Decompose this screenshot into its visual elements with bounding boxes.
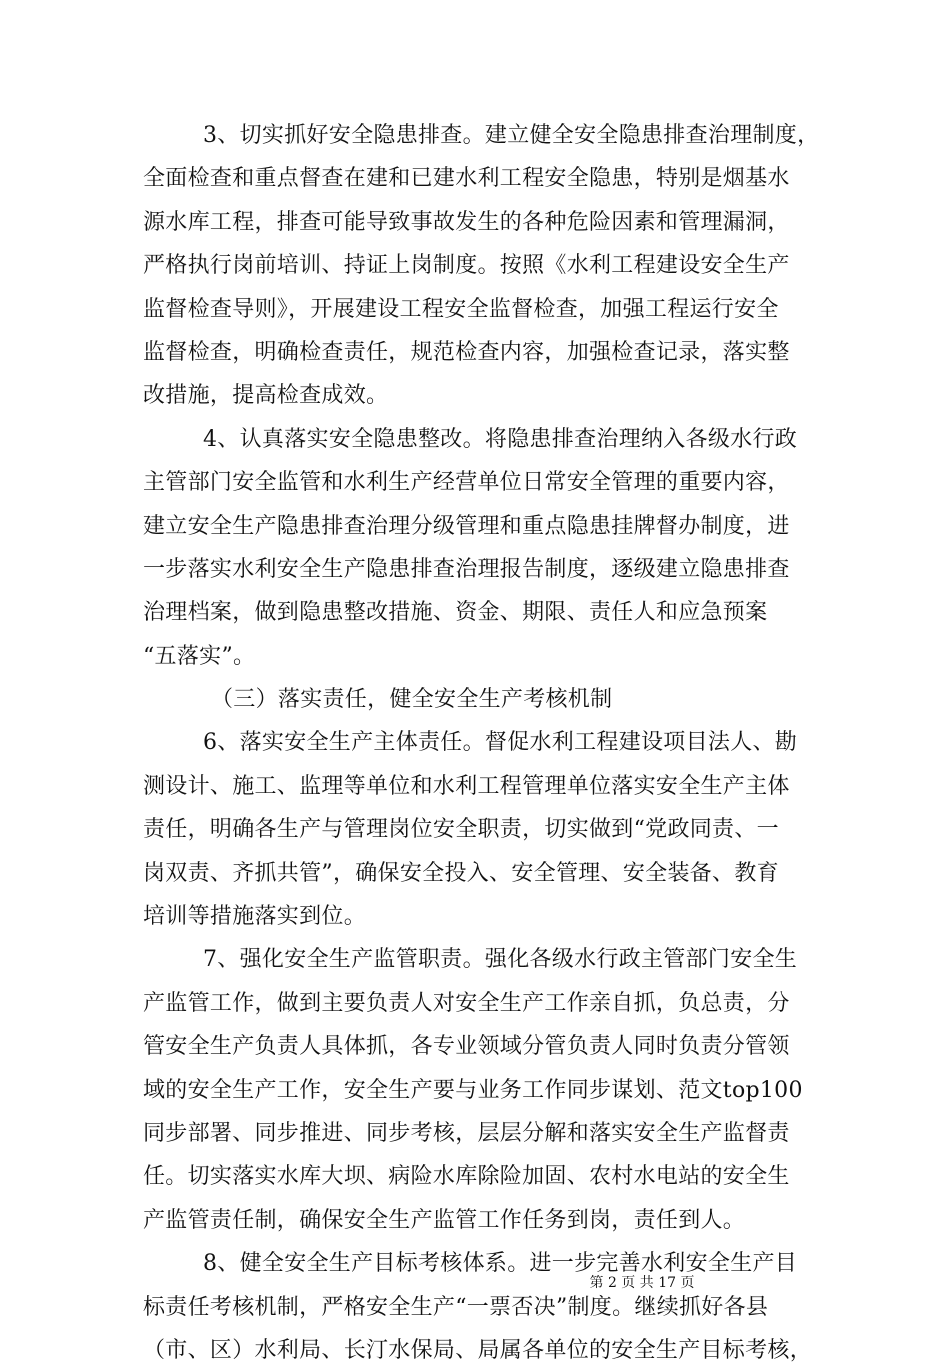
paragraph-6-line-4: 岗双责、齐抓共管”，确保安全投入、安全管理、安全装备、教育 xyxy=(143,860,779,886)
paragraph-7-line-3: 管安全生产负责人具体抓，各专业领域分管负责人同时负责分管领 xyxy=(143,1034,790,1060)
paragraph-8-line-2: 标责任考核机制，严格安全生产“一票否决”制度。继续抓好各县 xyxy=(143,1294,769,1320)
paragraph-4-line-6: “五落实”。 xyxy=(143,643,256,669)
paragraph-3-line-4: 严格执行岗前培训、持证上岗制度。按照《水利工程建设安全生产 xyxy=(143,253,790,279)
paragraph-4-line-5: 治理档案，做到隐患整改措施、资金、期限、责任人和应急预案 xyxy=(143,600,768,626)
paragraph-4-line-1: 4、认真落实安全隐患整改。将隐患排查治理纳入各级水行政 xyxy=(203,426,798,452)
paragraph-3-line-2: 全面检查和重点督查在建和已建水利工程安全隐患，特别是烟基水 xyxy=(143,166,790,192)
section-heading: （三）落实责任，健全安全生产考核机制 xyxy=(211,687,613,713)
paragraph-3-line-3: 源水库工程，排查可能导致事故发生的各种危险因素和管理漏洞， xyxy=(143,209,790,235)
paragraph-4-line-2: 主管部门安全监管和水利生产经营单位日常安全管理的重要内容， xyxy=(143,470,790,496)
paragraph-3-line-7: 改措施，提高检查成效。 xyxy=(143,383,389,409)
paragraph-6-line-3: 责任，明确各生产与管理岗位安全职责，切实做到“党政同责、一 xyxy=(143,817,779,843)
paragraph-7-line-1: 7、强化安全生产监管职责。强化各级水行政主管部门安全生 xyxy=(203,947,798,973)
page-number: 第 2 页 共 17 页 xyxy=(589,1275,695,1291)
paragraph-8-line-1: 8、健全安全生产目标考核体系。进一步完善水利安全生产目 xyxy=(203,1251,798,1277)
paragraph-6-line-1: 6、落实安全生产主体责任。督促水利工程建设项目法人、勘 xyxy=(203,730,798,756)
paragraph-7-line-5: 同步部署、同步推进、同步考核，层层分解和落实安全生产监督责 xyxy=(143,1120,790,1146)
paragraph-7-line-4: 域的安全生产工作，安全生产要与业务工作同步谋划、范文top100 xyxy=(143,1077,803,1103)
paragraph-8-line-3: （市、区）水利局、长汀水保局、局属各单位的安全生产目标考核， xyxy=(143,1337,813,1363)
paragraph-7-line-7: 产监管责任制，确保安全生产监管工作任务到岗，责任到人。 xyxy=(143,1207,746,1233)
paragraph-4-line-3: 建立安全生产隐患排查治理分级管理和重点隐患挂牌督办制度，进 xyxy=(143,513,790,539)
paragraph-6-line-2: 测设计、施工、监理等单位和水利工程管理单位落实安全生产主体 xyxy=(143,773,790,799)
document-body xyxy=(143,114,820,1372)
paragraph-7-line-6: 任。切实落实水库大坝、病险水库除险加固、农村水电站的安全生 xyxy=(143,1164,790,1190)
paragraph-3-line-6: 监督检查，明确检查责任，规范检查内容，加强检查记录，落实整 xyxy=(143,339,790,365)
paragraph-4-line-4: 一步落实水利安全生产隐患排查治理报告制度，逐级建立隐患排查 xyxy=(143,556,790,582)
paragraph-6-line-5: 培训等措施落实到位。 xyxy=(143,904,367,930)
paragraph-7-line-2: 产监管工作，做到主要负责人对安全生产工作亲自抓，负总责，分 xyxy=(143,990,790,1016)
paragraph-3-line-5: 监督检查导则》，开展建设工程安全监督检查，加强工程运行安全 xyxy=(143,296,779,322)
paragraph-3-line-1: 3、切实抓好安全隐患排查。建立健全安全隐患排查治理制度， xyxy=(203,123,820,148)
